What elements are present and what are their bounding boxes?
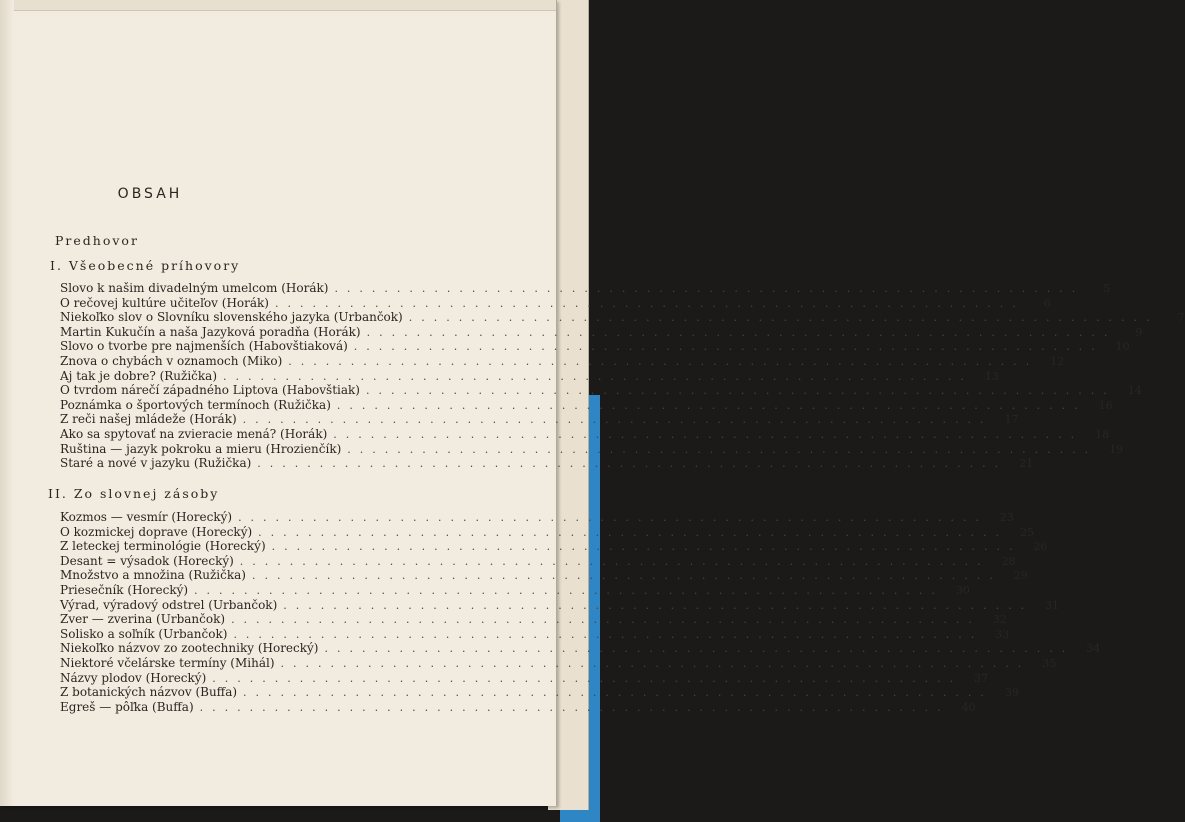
toc-entry (60, 626, 1010, 642)
toc-entry (60, 368, 999, 384)
toc-entry-title: Niektoré včelárske termíny (Mihál) (60, 655, 275, 670)
toc-entry (60, 324, 1143, 340)
toc-entry (60, 553, 1016, 569)
toc-entry (60, 441, 1124, 457)
toc-entry (60, 456, 1034, 471)
dot-leader: ............................................................ (336, 398, 1087, 412)
toc-entry (60, 281, 1111, 296)
dot-leader: ............................................................ (274, 296, 1025, 310)
toc-entry (60, 353, 1065, 369)
toc-entry-title: Niekoľko slov o Slovníku slovenského jazyka (Urbančok) (60, 310, 403, 325)
dot-leader: ............................................................ (212, 671, 963, 685)
dot-leader: ............................................................ (347, 442, 1098, 456)
toc-entry-page-number: 30 (955, 583, 970, 597)
toc-entry-title: Znova o chybách v oznamoch (Miko) (60, 353, 283, 368)
toc-entry (60, 612, 1007, 627)
toc-entry-title: O kozmickej doprave (Horecký) (60, 524, 253, 539)
toc-entry-title: Z reči našej mládeže (Horák) (60, 412, 237, 427)
dot-leader: ............................................................ (223, 369, 973, 383)
dot-leader: ............................................................ (271, 540, 1022, 554)
dot-leader: ............................................................ (365, 384, 1116, 398)
dot-leader: ............................................................ (353, 340, 1104, 354)
toc-entry-title: Slovo o tvorbe pre najmenších (Habovštiaková) (60, 339, 348, 354)
toc-entry-page-number: 25 (1019, 525, 1034, 539)
toc-entry-page-number: 6 (1043, 296, 1051, 310)
dot-leader: ............................................................ (199, 700, 950, 714)
toc-entry-title: Solisko a soľník (Urbančok) (60, 626, 228, 641)
toc-entry-page-number: 32 (992, 613, 1007, 627)
toc-entry-title: Z leteckej terminológie (Horecký) (60, 539, 266, 554)
toc-entry (60, 510, 1014, 525)
preface-entry: Predhovor (55, 233, 139, 248)
dot-leader: ............................................................ (238, 511, 988, 524)
dot-leader: ............................................................ (231, 613, 981, 627)
toc-entry (60, 524, 1034, 540)
toc-entry-page-number: 19 (1109, 442, 1124, 456)
toc-entry-title: Kozmos — vesmír (Horecký) (60, 510, 233, 524)
section-2-entries (60, 510, 1101, 714)
dot-leader: ............................................................ (257, 457, 1008, 471)
toc-entry-page-number: 12 (1050, 354, 1065, 368)
toc-entry-page-number: 9 (1135, 325, 1143, 339)
dot-leader: ............................................................ (243, 686, 993, 700)
toc-entry-title: Ruština — jazyk pokroku a mieru (Hrozienčík) (60, 441, 342, 456)
dot-leader: ............................................................ (366, 325, 1117, 339)
toc-entry-title: Martin Kukučín a naša Jazyková poradňa (Horák) (60, 324, 361, 339)
toc-entry (60, 670, 989, 686)
toc-entry-title: Staré a nové v jazyku (Ružička) (60, 456, 252, 471)
toc-entry-title: Ako sa spytovať na zvieracie mená? (Horák) (60, 426, 328, 441)
dot-leader: ............................................................ (288, 354, 1039, 368)
section-1-entries (60, 281, 1185, 471)
toc-entry (60, 582, 970, 598)
dot-leader: ............................................................ (258, 525, 1008, 539)
toc-entry-page-number: 5 (1103, 282, 1111, 295)
dot-leader: ............................................................ (334, 282, 1085, 295)
toc-entry-page-number: 28 (1001, 554, 1016, 568)
toc-entry-title: Názvy plodov (Horecký) (60, 670, 207, 685)
toc-entry (60, 412, 1019, 427)
toc-entry-title: Egreš — pôľka (Buffa) (60, 699, 194, 714)
toc-entry-title: Slovo k našim divadelným umelcom (Horák) (60, 281, 329, 295)
dot-leader: ............................................................ (242, 413, 993, 427)
toc-entry-page-number: 10 (1115, 340, 1130, 354)
dot-leader: ............................................................ (233, 627, 984, 641)
toc-entry (60, 310, 1185, 325)
toc-entry-page-number: 40 (961, 700, 976, 714)
toc-entry (60, 699, 976, 715)
toc-entry-title: Množstvo a množina (Ružička) (60, 568, 246, 583)
toc-entry-page-number: 37 (974, 671, 989, 685)
toc-entry-page-number: 23 (999, 511, 1014, 524)
toc-entry-page-number: 14 (1127, 384, 1142, 398)
toc-entry (60, 539, 1048, 554)
dot-leader: ............................................................ (280, 656, 1031, 670)
toc-entry-page-number: 7 (1177, 311, 1185, 325)
toc-entry-page-number: 39 (1004, 686, 1019, 700)
toc-entry-title: O tvrdom nárečí západného Liptova (Habovštiak) (60, 383, 360, 398)
toc-entry-page-number: 35 (1042, 656, 1057, 670)
dot-leader: ............................................................ (283, 598, 1034, 612)
toc-entry-title: Z botanických názvov (Buffa) (60, 685, 238, 700)
toc-entry (60, 383, 1142, 398)
toc-entry-page-number: 33 (995, 627, 1010, 641)
toc-entry (60, 655, 1057, 671)
toc-entry-title: Poznámka o športových termínoch (Ružička) (60, 397, 331, 412)
toc-entry (60, 568, 1028, 583)
toc-entry-page-number: 26 (1033, 540, 1048, 554)
page-top-edge (0, 0, 556, 11)
toc-entry-page-number: 31 (1045, 598, 1060, 612)
dot-leader: ............................................................ (194, 583, 944, 597)
section-2-title: II. Zo slovnej zásoby (48, 486, 220, 501)
toc-entry-page-number: 18 (1095, 427, 1110, 441)
toc-entry (60, 641, 1101, 656)
toc-entry (60, 295, 1051, 311)
dot-leader: ............................................................ (324, 642, 1075, 656)
dot-leader: ............................................................ (333, 427, 1084, 441)
toc-entry (60, 597, 1060, 613)
contents-heading: OBSAH (117, 186, 183, 202)
dot-leader: ............................................................ (239, 554, 990, 568)
toc-entry-title: O rečovej kultúre učiteľov (Horák) (60, 295, 269, 310)
toc-entry-page-number: 13 (984, 369, 999, 383)
toc-entry (60, 426, 1110, 442)
toc-entry (60, 339, 1130, 354)
toc-entry-page-number: 21 (1019, 457, 1034, 471)
toc-entry-page-number: 34 (1086, 642, 1101, 656)
toc-entry-page-number: 29 (1013, 569, 1028, 583)
toc-entry-title: Aj tak je dobre? (Ružička) (60, 368, 218, 383)
toc-entry (60, 397, 1113, 413)
toc-entry-page-number: 17 (1004, 413, 1019, 427)
toc-entry (60, 685, 1019, 700)
toc-entry-title: Zver — zverina (Urbančok) (60, 612, 226, 627)
section-1-title: I. Všeobecné príhovory (50, 258, 241, 273)
toc-entry-title: Niekoľko názvov zo zootechniky (Horecký) (60, 641, 319, 656)
page-spine-shadow (0, 0, 14, 806)
toc-entry-title: Výrad, výradový odstrel (Urbančok) (60, 597, 278, 612)
dot-leader: ............................................................ (251, 569, 1002, 583)
dot-leader: ............................................................ (408, 311, 1159, 325)
toc-entry-title: Desant = výsadok (Horecký) (60, 553, 234, 568)
toc-entry-page-number: 16 (1098, 398, 1113, 412)
toc-entry-title: Priesečník (Horecký) (60, 582, 189, 597)
